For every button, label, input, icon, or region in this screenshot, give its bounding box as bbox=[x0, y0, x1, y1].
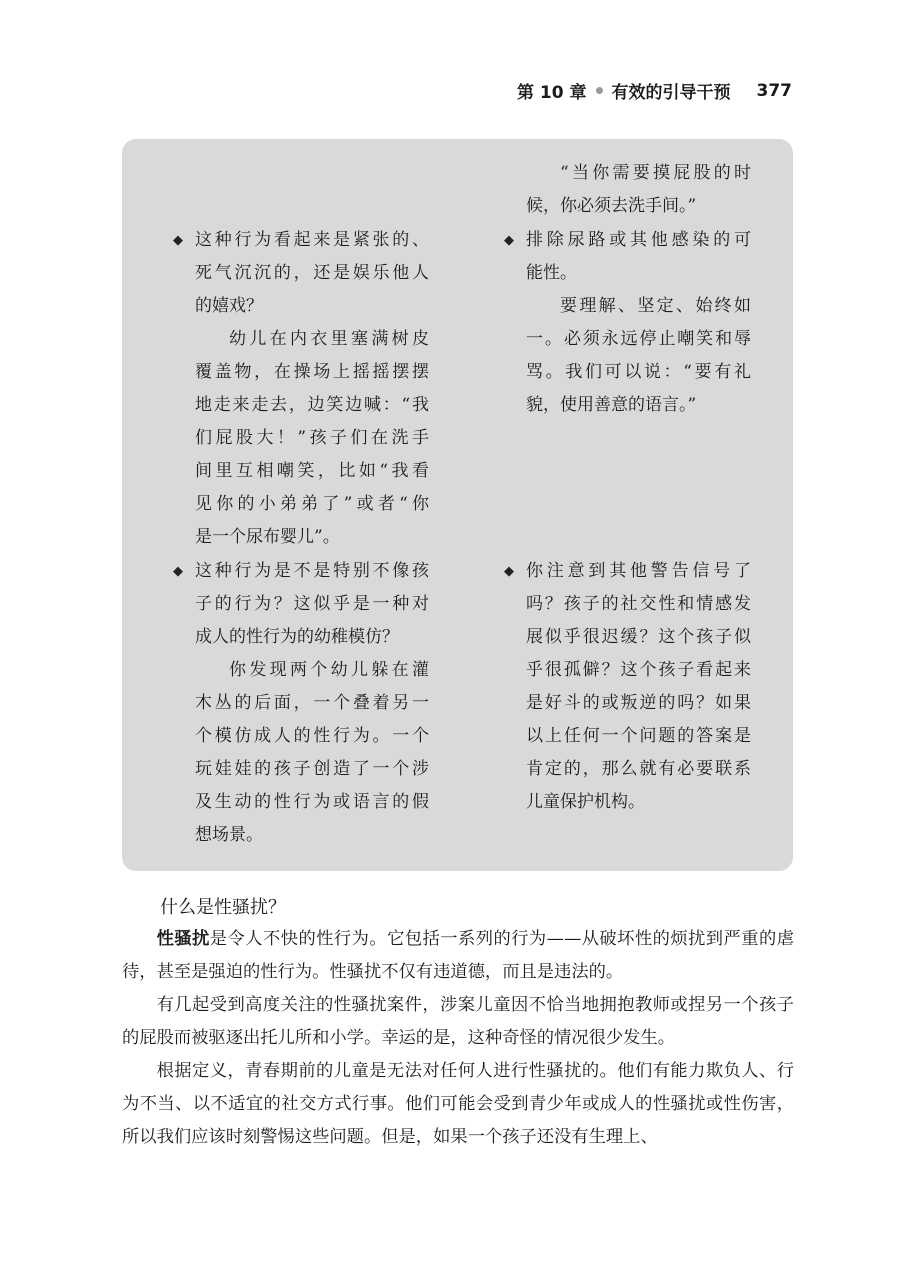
list-item bbox=[173, 555, 429, 654]
text-line: 个模仿成人的性行为。一个 bbox=[195, 726, 429, 746]
text-line: 的嬉戏？ bbox=[195, 296, 263, 316]
section-heading: 什么是性骚扰？ bbox=[160, 897, 286, 918]
diamond-bullet-icon: ◆ bbox=[173, 233, 183, 248]
text-line: “当你需要摸屁股的时 bbox=[560, 163, 751, 183]
right-block-1 bbox=[504, 224, 751, 422]
text-line: 排除尿路或其他感染的可 bbox=[526, 230, 751, 250]
text-line: 覆盖物，在操场上摇摇摆摆 bbox=[195, 362, 429, 382]
page-number: 377 bbox=[756, 80, 792, 101]
text-line: 幼儿在内衣里塞满树皮 bbox=[229, 329, 429, 349]
paragraph-3: 根据定义，青春期前的儿童是无法对任何人进行性骚扰的。他们有能力欺负人、行为不当、以不适宜的社交方式行事。他们可能会受到青少年或成人的性骚扰或性伤害，所以我们应该时刻警惕这些问题。但是，如果一个孩子还没有生理上、 bbox=[122, 1061, 794, 1147]
body-text bbox=[122, 923, 794, 1154]
text-line: 地走来走去，边笑边喊：“我 bbox=[195, 395, 429, 415]
text-line: 以上任何一个问题的答案是 bbox=[526, 726, 751, 746]
text-line: 你发现两个幼儿躲在灌 bbox=[229, 660, 429, 680]
diamond-bullet-icon: ◆ bbox=[173, 564, 183, 579]
text-line: 你注意到其他警告信号了 bbox=[526, 561, 751, 581]
list-item bbox=[504, 555, 751, 819]
text-line: 乎很孤僻？这个孩子看起来 bbox=[526, 660, 751, 680]
text-line: 能性。 bbox=[526, 263, 577, 283]
text-line: 骂。我们可以说：“要有礼 bbox=[526, 362, 751, 382]
paragraph-1-text: 是令人不快的性行为。它包括一系列的行为——从破坏性的烦扰到严重的虐待，甚至是强迫的性行为。性骚扰不仅有违道德，而且是违法的。 bbox=[122, 929, 794, 982]
right-top-continuation bbox=[526, 157, 751, 223]
text-line: 肯定的，那么就有必要联系 bbox=[526, 759, 751, 779]
text-line: 见你的小弟弟了”或者“你 bbox=[195, 494, 429, 514]
text-line: 是一个尿布婴儿”。 bbox=[195, 527, 340, 547]
text-line: 想场景。 bbox=[195, 825, 263, 845]
chapter-title: 有效的引导干预 bbox=[611, 83, 731, 103]
text-line: 间里互相嘲笑，比如“我看 bbox=[195, 461, 429, 481]
text-line: 候，你必须去洗手间。” bbox=[526, 196, 697, 216]
text-line: 展似乎很迟缓？这个孩子似 bbox=[526, 627, 751, 647]
paragraph-1 bbox=[122, 923, 794, 989]
text-line: 吗？孩子的社交性和情感发 bbox=[526, 594, 751, 614]
right-block-2 bbox=[504, 555, 751, 819]
text-line: 一。必须永远停止嘲笑和辱 bbox=[526, 329, 751, 349]
list-item bbox=[504, 224, 751, 290]
text-line: 这种行为是不是特别不像孩 bbox=[195, 561, 429, 581]
list-item bbox=[173, 224, 429, 323]
text-line: 子的行为？这似乎是一种对 bbox=[195, 594, 429, 614]
text-line: 及生动的性行为或语言的假 bbox=[195, 792, 429, 812]
text-line: 是好斗的或叛逆的吗？如果 bbox=[526, 693, 751, 713]
text-line: 成人的性行为的幼稚模仿？ bbox=[195, 627, 399, 647]
paragraph-2: 有几起受到高度关注的性骚扰案件，涉案儿童因不恰当地拥抱教师或捏另一个孩子的屁股而被驱逐出托儿所和小学。幸运的是，这种奇怪的情况很少发生。 bbox=[122, 995, 794, 1048]
text-line: 儿童保护机构。 bbox=[526, 792, 645, 812]
bullet-dot-icon bbox=[596, 87, 603, 94]
chapter-number: 第 10 章 bbox=[517, 83, 587, 103]
text-line: 这种行为看起来是紧张的、 bbox=[195, 230, 429, 250]
left-block-1 bbox=[173, 224, 429, 554]
text-line: 要理解、坚定、始终如 bbox=[560, 296, 751, 316]
text-line: 们屁股大！”孩子们在洗手 bbox=[195, 428, 429, 448]
defined-term: 性骚扰 bbox=[156, 929, 210, 949]
text-line: 玩娃娃的孩子创造了一个涉 bbox=[195, 759, 429, 779]
text-line: 貌，使用善意的语言。” bbox=[526, 395, 697, 415]
running-header bbox=[517, 78, 792, 103]
text-line: 死气沉沉的，还是娱乐他人 bbox=[195, 263, 429, 283]
text-line: 木丛的后面，一个叠着另一 bbox=[195, 693, 429, 713]
guidance-box bbox=[122, 139, 793, 871]
diamond-bullet-icon: ◆ bbox=[504, 564, 514, 579]
diamond-bullet-icon: ◆ bbox=[504, 233, 514, 248]
left-block-2 bbox=[173, 555, 429, 852]
